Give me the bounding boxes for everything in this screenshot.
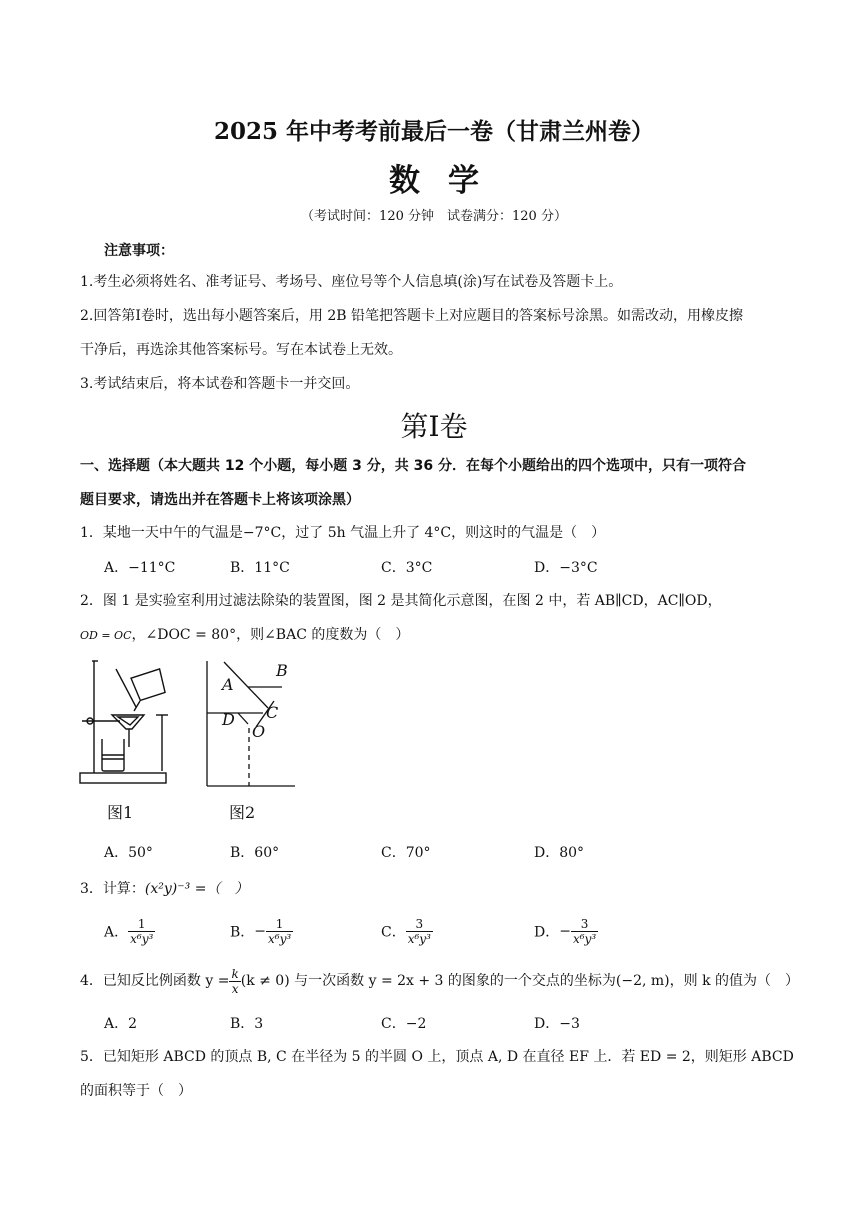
- q3-option-b-den: x⁶y³: [268, 932, 292, 946]
- q4-option-a: A．2: [104, 1016, 138, 1032]
- q4-fraction-num: k: [231, 966, 239, 981]
- q3-stem: [80, 879, 248, 899]
- figure-2-caption: 图2: [229, 803, 256, 822]
- q4-option-d: D．−3: [534, 1016, 580, 1032]
- pouring-beaker: [131, 669, 167, 701]
- q3-expression: (x²y)⁻³ =（ ）: [144, 881, 249, 897]
- q3-option-b-letter: B．: [230, 924, 255, 941]
- q3-option-c-den: x⁶y³: [407, 932, 431, 946]
- q3-option-a: [104, 917, 155, 946]
- part-title: 第Ⅰ卷: [400, 410, 468, 443]
- q3-option-a-den: x⁶y³: [130, 932, 154, 946]
- figure-1-caption: 图1: [107, 803, 134, 822]
- q1-option-a: A．−11°C: [104, 560, 176, 576]
- q3-option-b-fraction: [266, 917, 293, 946]
- q2-stem-line2-rest: ，∠DOC = 80°，则∠BAC 的度数为（ ）: [131, 627, 410, 643]
- q2-option-d: D．80°: [534, 845, 585, 861]
- q2-stem-line2: [80, 625, 409, 646]
- q5-stem-line1: 5．已知矩形 ABCD 的顶点 B, C 在半径为 5 的半圆 O 上，顶点 A, D 在直径 EF 上．若 ED = 2，则矩形 ABCD: [80, 1049, 794, 1065]
- line-od: [238, 713, 248, 724]
- q5-stem-line2: 的面积等于（ ）: [80, 1083, 192, 1099]
- q3-option-c: [381, 917, 433, 946]
- q4-fraction-den: x: [231, 981, 239, 996]
- q1-option-b: B．11°C: [230, 560, 290, 576]
- q3-option-d-num: 3: [571, 917, 598, 932]
- q2-stem-line1: 2．图 1 是实验室利用过滤法除染的装置图，图 2 是其简化示意图，在图 2 中，若 AB∥CD，AC∥OD，: [80, 593, 722, 609]
- note-item-2: 2.回答第Ⅰ卷时，选出每小题答案后，用 2B 铅笔把答题卡上对应题目的答案标号涂黑。如需改动，用橡皮擦: [80, 308, 743, 324]
- figure-1-apparatus: [74, 655, 174, 790]
- note-item-2-cont: 干净后，再选涂其他答案标号。写在本试卷上无效。: [80, 342, 402, 358]
- q1-option-c: C．3°C: [381, 560, 433, 576]
- q3-option-a-num: 1: [128, 917, 155, 932]
- section-heading-line2: 题目要求，请选出并在答题卡上将该项涂黑）: [80, 492, 360, 508]
- q3-option-d-letter: D．: [534, 924, 560, 941]
- q3-option-c-letter: C．: [381, 924, 406, 941]
- q3-option-b-sign: −: [254, 923, 267, 940]
- q4-stem-part-a: 4．已知反比例函数 y =: [80, 973, 230, 989]
- label-o: O: [252, 722, 266, 741]
- q2-option-b: B．60°: [230, 845, 280, 861]
- glass-rod: [116, 669, 136, 707]
- q3-option-a-fraction: [128, 917, 155, 946]
- q4-option-b: B．3: [230, 1016, 264, 1032]
- stand-base: [80, 773, 166, 783]
- notes-heading: 注意事项：: [104, 243, 174, 259]
- note-item-1: 1.考生必须将姓名、准考证号、考场号、座位号等个人信息填(涂)写在试卷及答题卡上。: [80, 274, 623, 290]
- figure-2-diagram: [200, 656, 300, 791]
- q3-option-d-den: x⁶y³: [572, 932, 597, 946]
- exam-title: 2025 年中考考前最后一卷（甘肃兰州卷）: [213, 118, 655, 145]
- q4-stem: [80, 964, 799, 998]
- q3-option-b-num: 1: [266, 917, 293, 932]
- q4-option-c: C．−2: [381, 1016, 427, 1032]
- q3-option-c-num: 3: [406, 917, 433, 932]
- subject-title: 数学: [389, 163, 507, 199]
- q2-option-c: C．70°: [381, 845, 431, 861]
- section-heading-line1: 一、选择题（本大题共 12 个小题，每小题 3 分，共 36 分．在每个小题给出的四个选项中，只有一项符合: [80, 458, 746, 474]
- label-a: A: [222, 675, 234, 694]
- q3-option-b: [230, 917, 293, 946]
- q4-fraction: [229, 967, 240, 996]
- q3-stem-prefix: 3．计算：: [80, 881, 145, 897]
- note-item-3: 3.考试结束后，将本试卷和答题卡一并交回。: [80, 376, 360, 392]
- label-d: D: [222, 710, 235, 729]
- label-c: C: [266, 703, 279, 722]
- exam-time-info: （考试时间：120 分钟 试卷满分：120 分）: [301, 209, 567, 224]
- q2-od-oc: OD = OC: [80, 629, 132, 642]
- q1-stem: 1．某地一天中午的气温是−7°C，过了 5h 气温上升了 4°C，则这时的气温是（ ）: [80, 525, 606, 541]
- q1-option-d: D．−3°C: [534, 560, 598, 576]
- q2-option-a: A．50°: [104, 845, 153, 861]
- q3-option-d: [534, 917, 598, 946]
- label-b: B: [276, 661, 288, 680]
- q3-option-d-fraction: [571, 917, 598, 946]
- q3-option-c-fraction: [406, 917, 433, 946]
- q3-option-d-sign: −: [559, 923, 571, 940]
- q4-stem-part-b: (k ≠ 0) 与一次函数 y = 2x + 3 的图象的一个交点的坐标为(−2, m)，则 k 的值为（ ）: [240, 973, 800, 989]
- q3-option-a-letter: A．: [104, 924, 129, 941]
